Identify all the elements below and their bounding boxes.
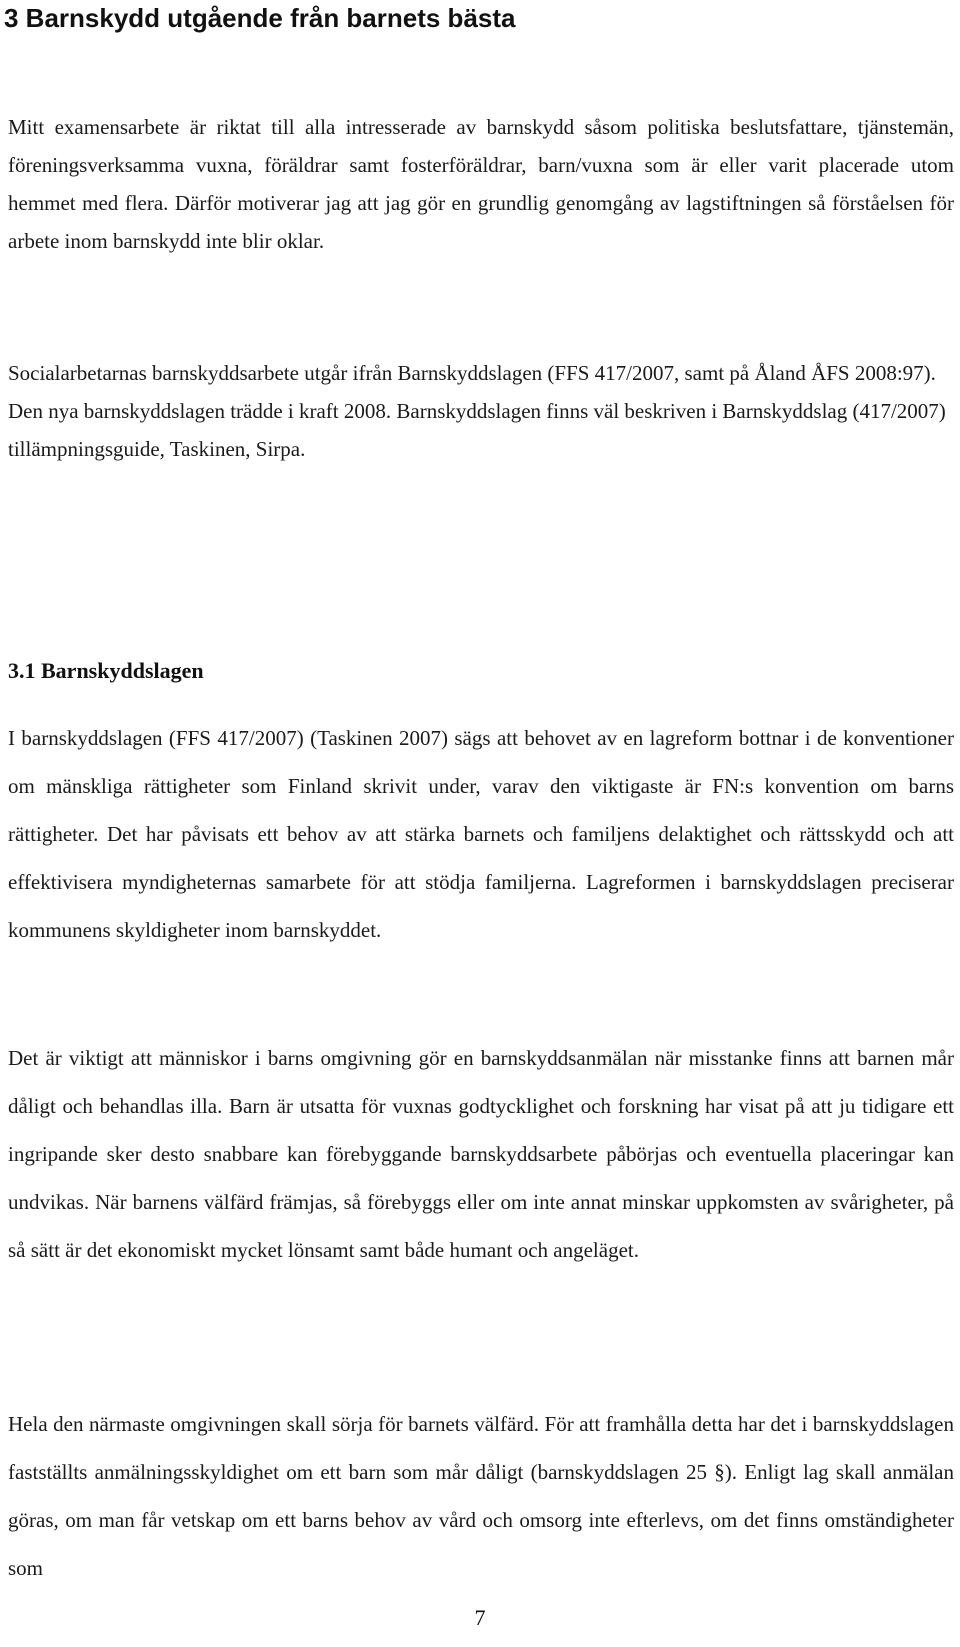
intro-paragraph-1: Mitt examensarbete är riktat till alla intresserade av barnskydd såsom politiska beslutsfattare, tjänstemän, föreningsverksamma vuxna, föräldrar samt fosterföräldrar, barn/vuxna som är eller varit placerade utom hemmet med flera. Därför motiverar jag att jag gör en grundlig genomgång av lagstiftningen så förståelsen för arbete inom barnskydd inte blir oklar. [8,115,954,253]
section-paragraph-2: Det är viktigt att människor i barns omgivning gör en barnskyddsanmälan när misstanke finns att barnen mår dåligt och behandlas illa. Barn är utsatta för vuxnas godtycklighet och forskning har visat på att ju tidigare ett ingripande sker desto snabbare kan förebyggande barnskyddsarbete påbörjas och eventuella placeringar kan undvikas. När barnens välfärd främjas, så förebyggs eller om inte annat minskar uppkomsten av svårigheter, på så sätt är det ekonomiskt mycket lönsamt samt både humant och angeläget. [8,1046,954,1262]
section-paragraph-1: I barnskyddslagen (FFS 417/2007) (Taskinen 2007) sägs att behovet av en lagreform bottnar i de konventioner om mänskliga rättigheter som Finland skrivit under, varav den viktigaste är FN:s konvention om barns rättigheter. Det har påvisats ett behov av att stärka barnets och familjens delaktighet och rättsskydd och att effektivisera myndigheternas samarbete för att stödja familjerna. Lagreformen i barnskyddslagen preciserar kommunens skyldigheter inom barnskyddet. [8,726,954,942]
chapter-heading: 3 Barnskydd utgående från barnets bästa [4,3,516,33]
section-paragraph-3: Hela den närmaste omgivningen skall sörja för barnets välfärd. För att framhålla detta har det i barnskyddslagen fastställts anmälningsskyldighet om ett barn som mår dåligt (barnskyddslagen 25 §). Enligt lag skall anmälan göras, om man får vetskap om ett barns behov av vård och omsorg inte efterlevs, om det finns omständigheter som [8,1412,954,1580]
section-heading: 3.1 Barnskyddslagen [8,658,204,683]
page-number: 7 [474,1605,486,1630]
intro-paragraph-2: Socialarbetarnas barnskyddsarbete utgår ifrån Barnskyddslagen (FFS 417/2007, samt på Åland ÅFS 2008:97). Den nya barnskyddslagen trädde i kraft 2008. Barnskyddslagen finns väl beskriven i Barnskyddslag (417/2007) tillämpningsguide, Taskinen, Sirpa. [8,361,946,461]
